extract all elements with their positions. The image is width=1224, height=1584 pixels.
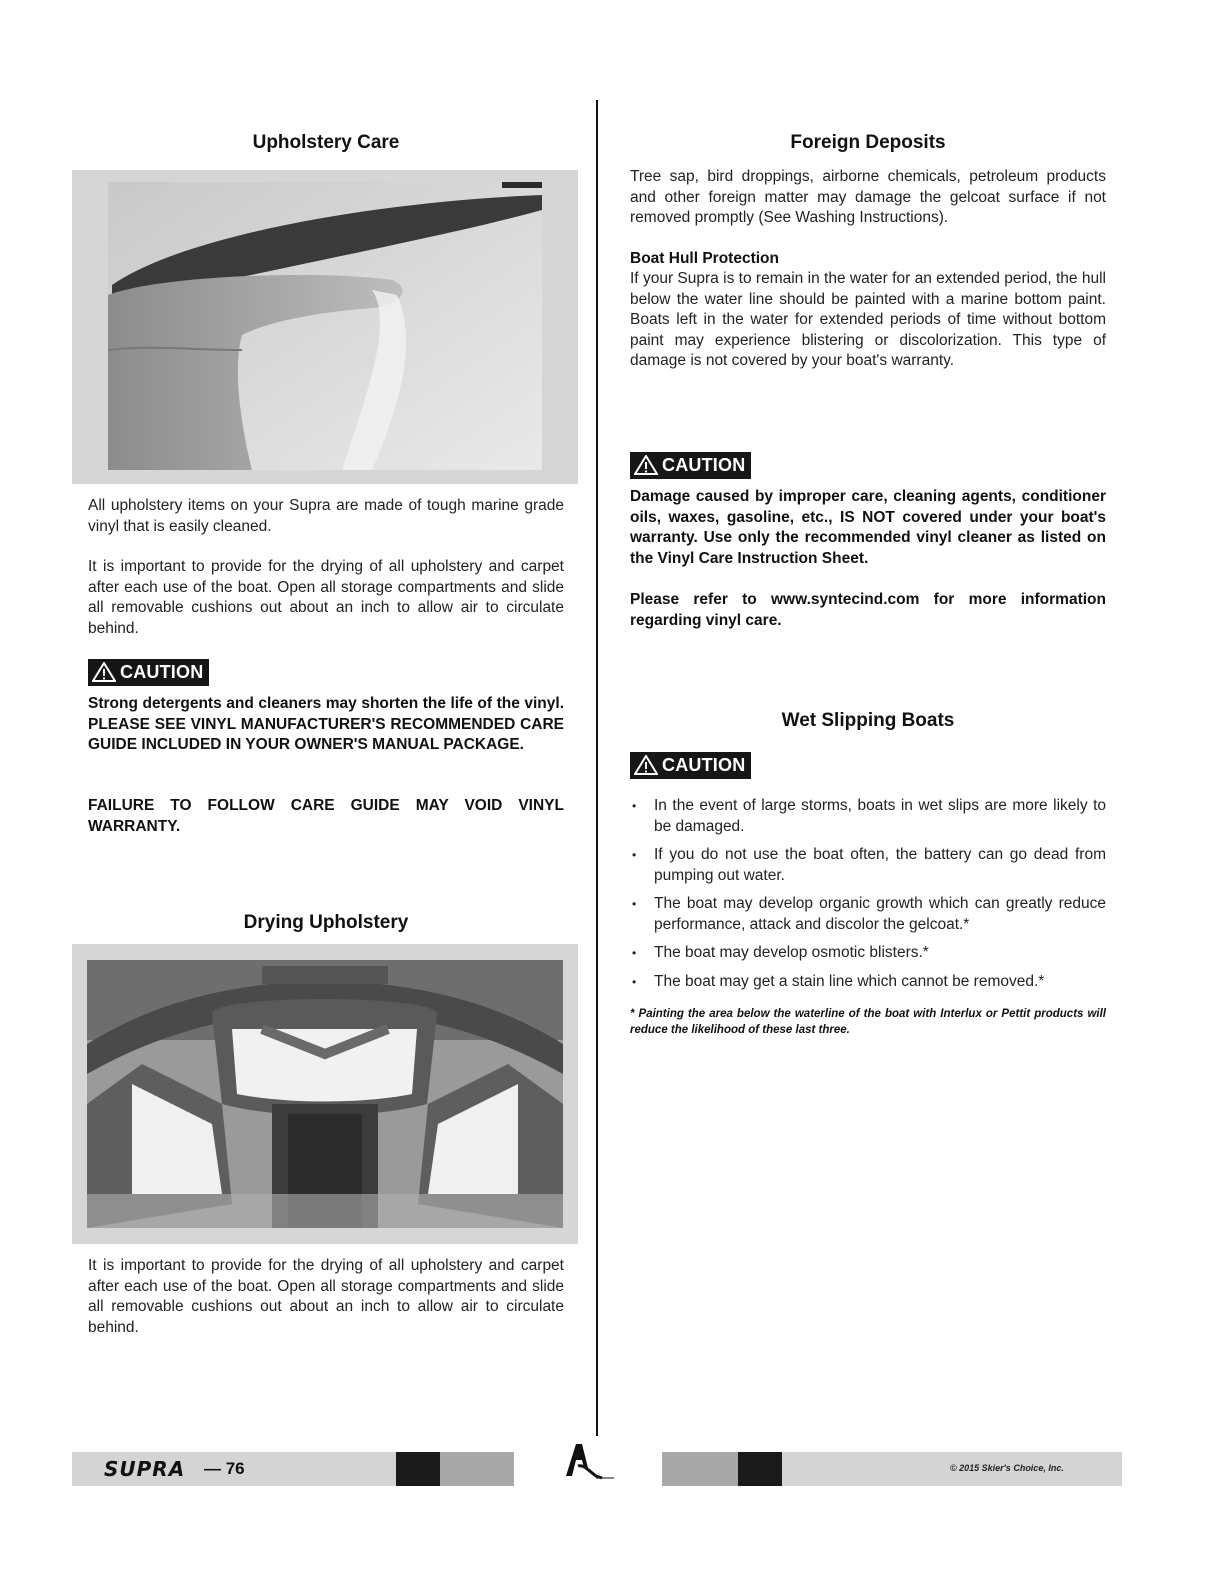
list-item: • The boat may get a stain line which cannot be removed.* xyxy=(630,972,1106,993)
boat-hull-protection-heading: Boat Hull Protection xyxy=(630,250,779,267)
hand-on-vinyl-photo xyxy=(72,170,578,484)
list-item: • The boat may develop osmotic blisters.* xyxy=(630,943,1106,964)
caution-label: CAUTION xyxy=(120,661,204,682)
footer-block-gray-left xyxy=(440,1452,514,1486)
list-item: • In the event of large storms, boats in wet slips are more likely to be damaged. xyxy=(630,796,1106,837)
drying-photo xyxy=(72,944,578,1244)
column-divider xyxy=(596,100,598,1436)
vinyl-care-refer-text: Please refer to www.syntecind.com for more information regarding vinyl care. xyxy=(630,591,1106,629)
warning-triangle-icon xyxy=(92,662,116,682)
foreign-deposits-title: Foreign Deposits xyxy=(790,132,946,153)
caution-label: CAUTION xyxy=(662,754,746,775)
footer-block-dark-right xyxy=(738,1452,782,1486)
caution-text-detergents: Strong detergents and cleaners may shorten the life of the vinyl. PLEASE SEE VINYL MANUFACTURER'S RECOMMENDED CARE GUIDE INCLUDED IN YOUR OWNER'S MANUAL PACKAGE. xyxy=(88,695,564,753)
warning-triangle-icon xyxy=(634,755,658,775)
boat-seating-photo xyxy=(72,944,578,1244)
list-item: • If you do not use the boat often, the battery can go dead from pumping out water. xyxy=(630,845,1106,886)
supra-brand-logo: SUPRA xyxy=(104,1457,186,1481)
upholstery-para-1: All upholstery items on your Supra are made of tough marine grade vinyl that is easily cleaned. xyxy=(88,497,564,535)
drying-para: It is important to provide for the drying of all upholstery and carpet after each use of the boat. Open all storage compartments and slide all removable cushions out about an inch to allow air to circulate behind. xyxy=(88,1257,564,1336)
caution-badge-wet-slip xyxy=(630,752,751,779)
wet-slipping-title: Wet Slipping Boats xyxy=(781,710,955,731)
page-footer xyxy=(72,1452,1122,1486)
caution-text-improper-care: Damage caused by improper care, cleaning agents, conditioner oils, waxes, gasoline, etc., IS NOT covered under your boat's warranty. Use only the recommended vinyl cleaner as listed on the Vinyl Care Instruction Sheet. xyxy=(630,488,1106,567)
boat-hull-protection-para: If your Supra is to remain in the water for an extended period, the hull below the water line should be painted with a marine bottom paint. Boats left in the water for extended periods of time without bottom paint may experience blistering or discolorization. This type of damage is not covered by your boat's warranty. xyxy=(630,270,1106,369)
footer-block-dark-left xyxy=(396,1452,440,1486)
caution-badge-care xyxy=(630,452,751,479)
upholstery-care-title: Upholstery Care xyxy=(252,132,400,153)
caution-label: CAUTION xyxy=(662,454,746,475)
caution-text-warranty: FAILURE TO FOLLOW CARE GUIDE MAY VOID VINYL WARRANTY. xyxy=(88,797,564,835)
skiers-choice-logo-icon xyxy=(562,1438,614,1482)
upholstery-para-2: It is important to provide for the drying of all upholstery and carpet after each use of the boat. Open all storage compartments and slide all removable cushions out about an inch to allow air to circulate behind. xyxy=(88,558,564,637)
footer-block-gray-right xyxy=(662,1452,738,1486)
drying-upholstery-title: Drying Upholstery xyxy=(243,912,409,933)
list-item: • The boat may develop organic growth which can greatly reduce performance, attack and discolor the gelcoat.* xyxy=(630,894,1106,935)
wet-slip-risk-list xyxy=(630,796,1106,1000)
paint-footnote: * Painting the area below the waterline of the boat with Interlux or Pettit products will reduce the likelihood of these last three. xyxy=(630,1008,1106,1036)
caution-badge-upholstery xyxy=(88,659,209,686)
warning-triangle-icon xyxy=(634,455,658,475)
page-number: — 76 xyxy=(204,1459,245,1478)
foreign-deposits-para: Tree sap, bird droppings, airborne chemicals, petroleum products and other foreign matter may damage the gelcoat surface if not removed promptly (See Washing Instructions). xyxy=(630,168,1106,226)
copyright-text: © 2015 Skier's Choice, Inc. xyxy=(950,1463,1064,1473)
upholstery-photo xyxy=(72,170,578,484)
